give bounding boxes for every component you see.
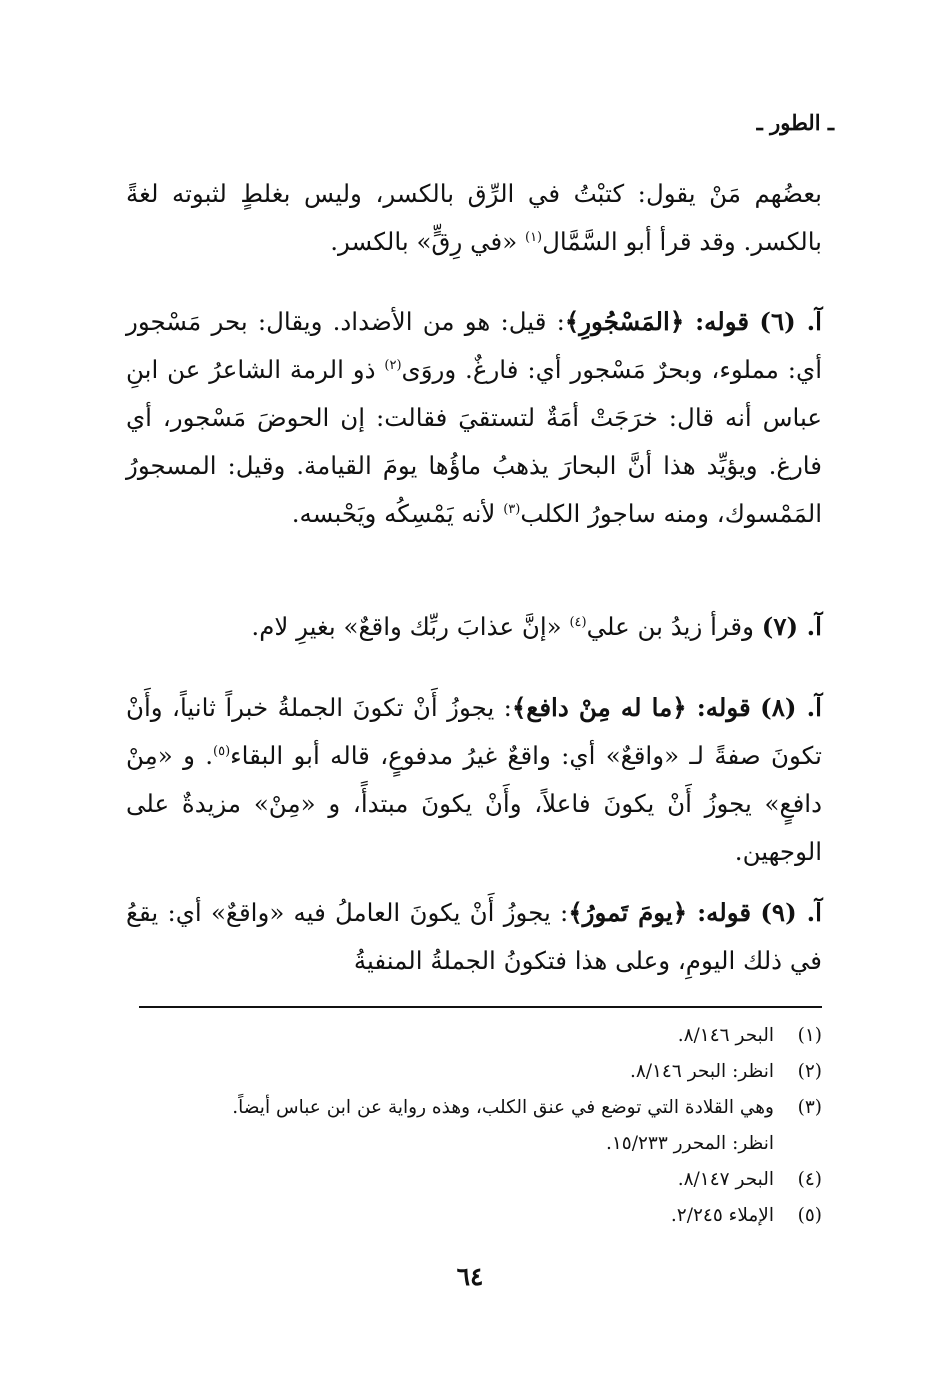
footnote-ref: (٣) (503, 501, 521, 517)
paragraph-intro (126, 170, 822, 266)
running-header: ـ الطور ـ (756, 110, 834, 135)
page-number: ٦٤ (456, 1262, 484, 1291)
footnote-text: البحر ٨/١٤٧. (677, 1169, 774, 1190)
footnote-text: الإملاء ٢/٢٤٥. (670, 1205, 774, 1226)
footnote-text: انظر: البحر ٨/١٤٦. (629, 1061, 774, 1082)
paragraph-text: : يجوزُ أَنْ تكونَ الجملةُ خبراً ثانياً، وأَنْ تكونَ صفةً لـ «واقعٌ» أي: واقعٌ غيرُ مدفوعٍ، قاله أبو البقاء (126, 693, 822, 770)
paragraph-text: «إنَّ عذابَ ربِّك واقعٌ» بغيرِ لام. (251, 612, 562, 641)
paragraph-text: لأنه يَمْسِكُه ويَحْبسه. (291, 499, 496, 528)
paragraph-text: . و «مِنْ دافعٍ» يجوزُ أَنْ يكونَ فاعلاً، وأَنْ يكونَ مبتدأً، و «مِنْ» مزيدةٌ على الوجهين. (126, 741, 822, 866)
footnote-divider (139, 1006, 822, 1008)
footnote-continuation: انظر: المحرر ١٥/٢٣٣. (605, 1133, 774, 1154)
footnote-number: (١) (797, 1025, 822, 1046)
paragraph-verse-9 (126, 889, 822, 985)
paragraph-text: بعضُهم مَنْ يقول: كتبْتُ في الرِّق بالكسر، وليس بغلطٍ لثبوته لغةً بالكسر. وقد قرأ أبو السَّمَّال (126, 179, 822, 256)
verse-number: آ. (٦) (759, 307, 822, 336)
verse-keyword: قوله: ﴿ما له مِنْ دافع﴾ (511, 693, 751, 722)
paragraph-text: وقرأ زيدُ بن علي (586, 612, 754, 641)
footnote-number: (٥) (797, 1205, 822, 1226)
paragraph-text: «في رِقٍّ» بالكسر. (330, 227, 518, 256)
footnote-number: (٣) (797, 1097, 822, 1118)
paragraph-text: ذو الرمة الشاعرُ عن ابنِ عباس أنه قال: خرَجَتْ أمَةٌ لتستقيَ فقالت: إن الحوضَ مَسْجور، أي فارغ. ويؤيِّد هذا أنَّ البحارَ يذهبُ ماؤُها يومَ القيامة. وقيل: المسجورُ المَمْسوك، ومنه ساجورُ الكلب (126, 355, 822, 528)
footnote-ref: (١) (524, 229, 543, 245)
footnote-text: وهي القلادة التي توضع في عنق الكلب، وهذه رواية عن ابن عباس أيضاً. (232, 1097, 774, 1118)
verse-keyword: قوله: ﴿يومَ تَمورُ﴾ (568, 898, 752, 927)
footnote-ref: (٢) (384, 357, 402, 373)
paragraph-verse-6 (126, 298, 822, 538)
footnote-item (122, 1054, 822, 1090)
verse-number: آ. (٨) (760, 693, 822, 722)
verse-keyword: قوله: ﴿المَسْجُورِ﴾ (564, 307, 750, 336)
footnote-text: البحر ٨/١٤٦. (677, 1025, 774, 1046)
footnote-ref: (٤) (569, 614, 587, 630)
footnote-item (122, 1018, 822, 1054)
paragraph-text: : قيل: هو من الأضداد. ويقال: بحر مَسْجور أي: مملوء، وبحرٌ مَسْجور أي: فارغٌ. وروَى (126, 307, 823, 384)
paragraph-verse-8 (126, 684, 822, 876)
verse-number: آ. (٩) (760, 898, 822, 927)
paragraph-text: : يجوزُ أَنْ يكونَ العاملُ فيه «واقعٌ» أي: يقعُ في ذلك اليومِ، وعلى هذا فتكونُ الجملةُ المنفيةُ (126, 898, 822, 975)
footnote-item (122, 1198, 822, 1234)
footnote-item (122, 1162, 822, 1198)
footnote-ref: (٥) (213, 743, 231, 759)
footnote-number: (٢) (797, 1061, 822, 1082)
verse-number: آ. (٧) (761, 612, 822, 641)
footnotes (122, 1018, 822, 1234)
footnote-number: (٤) (797, 1169, 822, 1190)
paragraph-verse-7 (126, 603, 822, 651)
footnote-item (122, 1090, 822, 1126)
